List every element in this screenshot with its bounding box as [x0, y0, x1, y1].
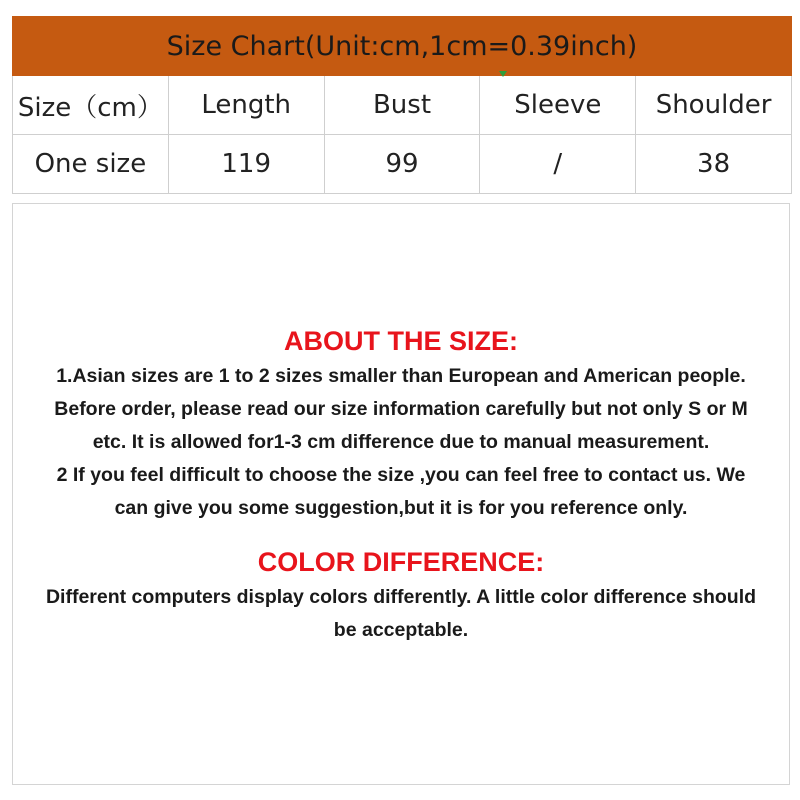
- header-size: Size（cm）: [13, 76, 169, 135]
- value-bust: 99: [324, 135, 480, 194]
- green-marker-icon: [499, 71, 507, 77]
- size-chart-title-row: [13, 17, 792, 76]
- about-size-line-4: 2 If you feel difficult to choose the size ,you can feel free to contact us. We: [56, 464, 746, 486]
- about-size-line-5: can give you some suggestion,but it is for you reference only.: [114, 497, 688, 519]
- header-length: Length: [168, 76, 324, 135]
- value-size: One size: [13, 135, 169, 194]
- about-size-line-1: 1.Asian sizes are 1 to 2 sizes smaller than European and American people.: [56, 365, 746, 387]
- size-chart-value-row: [13, 135, 792, 194]
- value-shoulder: 38: [636, 135, 792, 194]
- value-sleeve: /: [480, 135, 636, 194]
- header-shoulder: Shoulder: [636, 76, 792, 135]
- about-size-line-3: etc. It is allowed for1-3 cm difference due to manual measurement.: [92, 431, 710, 453]
- about-size-heading: ABOUT THE SIZE:: [284, 326, 518, 356]
- color-difference-heading: COLOR DIFFERENCE:: [257, 547, 545, 577]
- color-difference-line-1: Different computers display colors differently. A little color difference should: [45, 586, 757, 608]
- size-chart-header-row: [13, 76, 792, 135]
- notes-panel: [12, 203, 790, 785]
- about-size-line-2: Before order, please read our size information carefully but not only S or M: [54, 398, 748, 420]
- section-spacer: [13, 525, 789, 543]
- size-chart-table: [12, 16, 792, 194]
- header-sleeve: Sleeve: [480, 76, 636, 135]
- notes-content: [13, 322, 789, 647]
- color-difference-line-2: be acceptable.: [333, 619, 469, 641]
- value-length: 119: [168, 135, 324, 194]
- header-bust: Bust: [324, 76, 480, 135]
- size-chart-title: Size Chart(Unit:cm,1cm=0.39inch): [13, 17, 792, 76]
